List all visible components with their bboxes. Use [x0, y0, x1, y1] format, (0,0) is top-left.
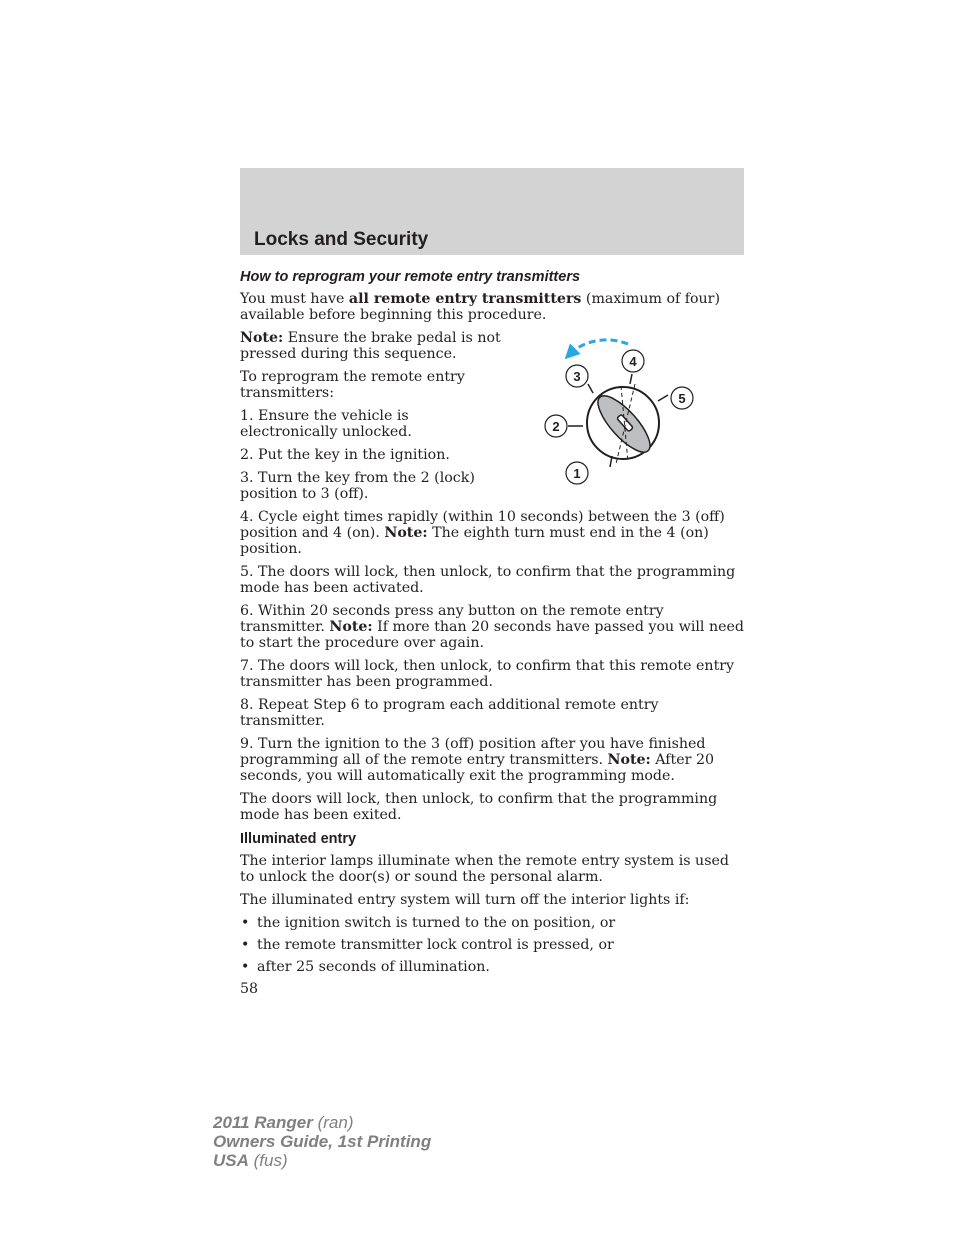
bullet-icon: • [241, 959, 250, 975]
position-1-label [566, 462, 588, 484]
illuminated-entry-title: Illuminated entry [240, 831, 357, 847]
list-item-text: the ignition switch is turned to the on position, or [257, 915, 616, 931]
step-9-note-label: Note: [607, 752, 651, 768]
footer-line-2 [213, 1132, 431, 1151]
footer-model-code: (ran) [312, 1113, 354, 1132]
step-7: 7. The doors will lock, then unlock, to confirm that this remote entry transmitter has been programmed. [240, 658, 735, 690]
step-8: 8. Repeat Step 6 to program each additional remote entry transmitter. [240, 697, 659, 729]
ignition-diagram [536, 336, 706, 492]
position-4-label [622, 350, 644, 372]
chapter-header [240, 168, 744, 255]
document-footer [213, 1113, 431, 1170]
bullet-icon: • [241, 915, 250, 931]
footer-market-code: (fus) [248, 1151, 288, 1170]
position-3-label [566, 365, 588, 387]
step-1: 1. Ensure the vehicle is electronically unlocked. [240, 408, 412, 440]
step-9-text: 9. Turn the ignition to the 3 (off) position after you have finished programming all of the remote entry transmitters. [240, 736, 706, 768]
brake-note [240, 330, 502, 362]
footer-model: 2011 Ranger [213, 1113, 313, 1132]
svg-text:4: 4 [629, 354, 637, 369]
list-item-text: the remote transmitter lock control is pressed, or [257, 937, 614, 953]
chapter-title: Locks and Security [254, 229, 429, 250]
note-label: Note: [240, 330, 284, 346]
step-4 [240, 509, 744, 557]
list-item [240, 937, 744, 953]
note-text: Ensure the brake pedal is not pressed during this sequence. [240, 330, 501, 362]
step-9 [240, 736, 744, 784]
illuminated-p1: The interior lamps illuminate when the remote entry system is used to unlock the door(s) or sound the personal alarm. [240, 853, 729, 885]
tick-3 [588, 384, 593, 393]
reprogram-intro: To reprogram the remote entry transmitters: [240, 369, 465, 401]
step-6-note-label: Note: [329, 619, 373, 635]
step-4-text: 4. Cycle eight times rapidly (within 10 seconds) between the 3 (off) position and 4 (on). [240, 509, 725, 541]
svg-text:2: 2 [552, 419, 560, 434]
intro-suffix: (maximum of four) available before beginning this procedure. [240, 291, 721, 323]
bullet-icon: • [241, 937, 250, 953]
step-4-note-label: Note: [384, 525, 428, 541]
tick-5 [658, 395, 668, 401]
intro-bold: all remote entry transmitters [348, 291, 582, 307]
illuminated-p2: The illuminated entry system will turn off the interior lights if: [240, 892, 690, 908]
turn-off-conditions [240, 915, 744, 975]
step-9-note-text: After 20 seconds, you will automatically exit the programming mode. [240, 752, 714, 784]
step-3: 3. Turn the key from the 2 (lock) position to 3 (off). [240, 470, 475, 502]
section-title: How to reprogram your remote entry transmitters [240, 269, 581, 285]
footer-line-3 [213, 1151, 431, 1170]
step-6-text: 6. Within 20 seconds press any button on the remote entry transmitter. [240, 603, 664, 635]
svg-text:5: 5 [678, 391, 686, 406]
svg-text:3: 3 [573, 369, 581, 384]
footer-market: USA [213, 1151, 249, 1170]
position-5-label [671, 387, 693, 409]
position-2-label [545, 415, 567, 437]
step-6 [240, 603, 744, 651]
list-item [240, 915, 744, 931]
step-6-note-text: If more than 20 seconds have passed you will need to start the procedure over again. [240, 619, 744, 651]
intro-prefix: You must have [240, 291, 349, 307]
footer-line-1 [213, 1113, 431, 1132]
step-5: 5. The doors will lock, then unlock, to confirm that the programming mode has been activated. [240, 564, 736, 596]
page-number: 58 [240, 981, 259, 997]
step-2: 2. Put the key in the ignition. [240, 447, 450, 463]
intro-paragraph [240, 291, 744, 323]
list-item-text: after 25 seconds of illumination. [257, 959, 490, 975]
footer-guide: Owners Guide, 1st Printing [213, 1132, 432, 1151]
tick-4 [630, 374, 632, 384]
step-4-note-text: The eighth turn must end in the 4 (on) position. [240, 525, 709, 557]
rotation-arrow-icon [570, 340, 628, 354]
exit-confirmation: The doors will lock, then unlock, to confirm that the programming mode has been exited. [240, 791, 718, 823]
svg-text:1: 1 [573, 466, 581, 481]
list-item [240, 959, 744, 975]
